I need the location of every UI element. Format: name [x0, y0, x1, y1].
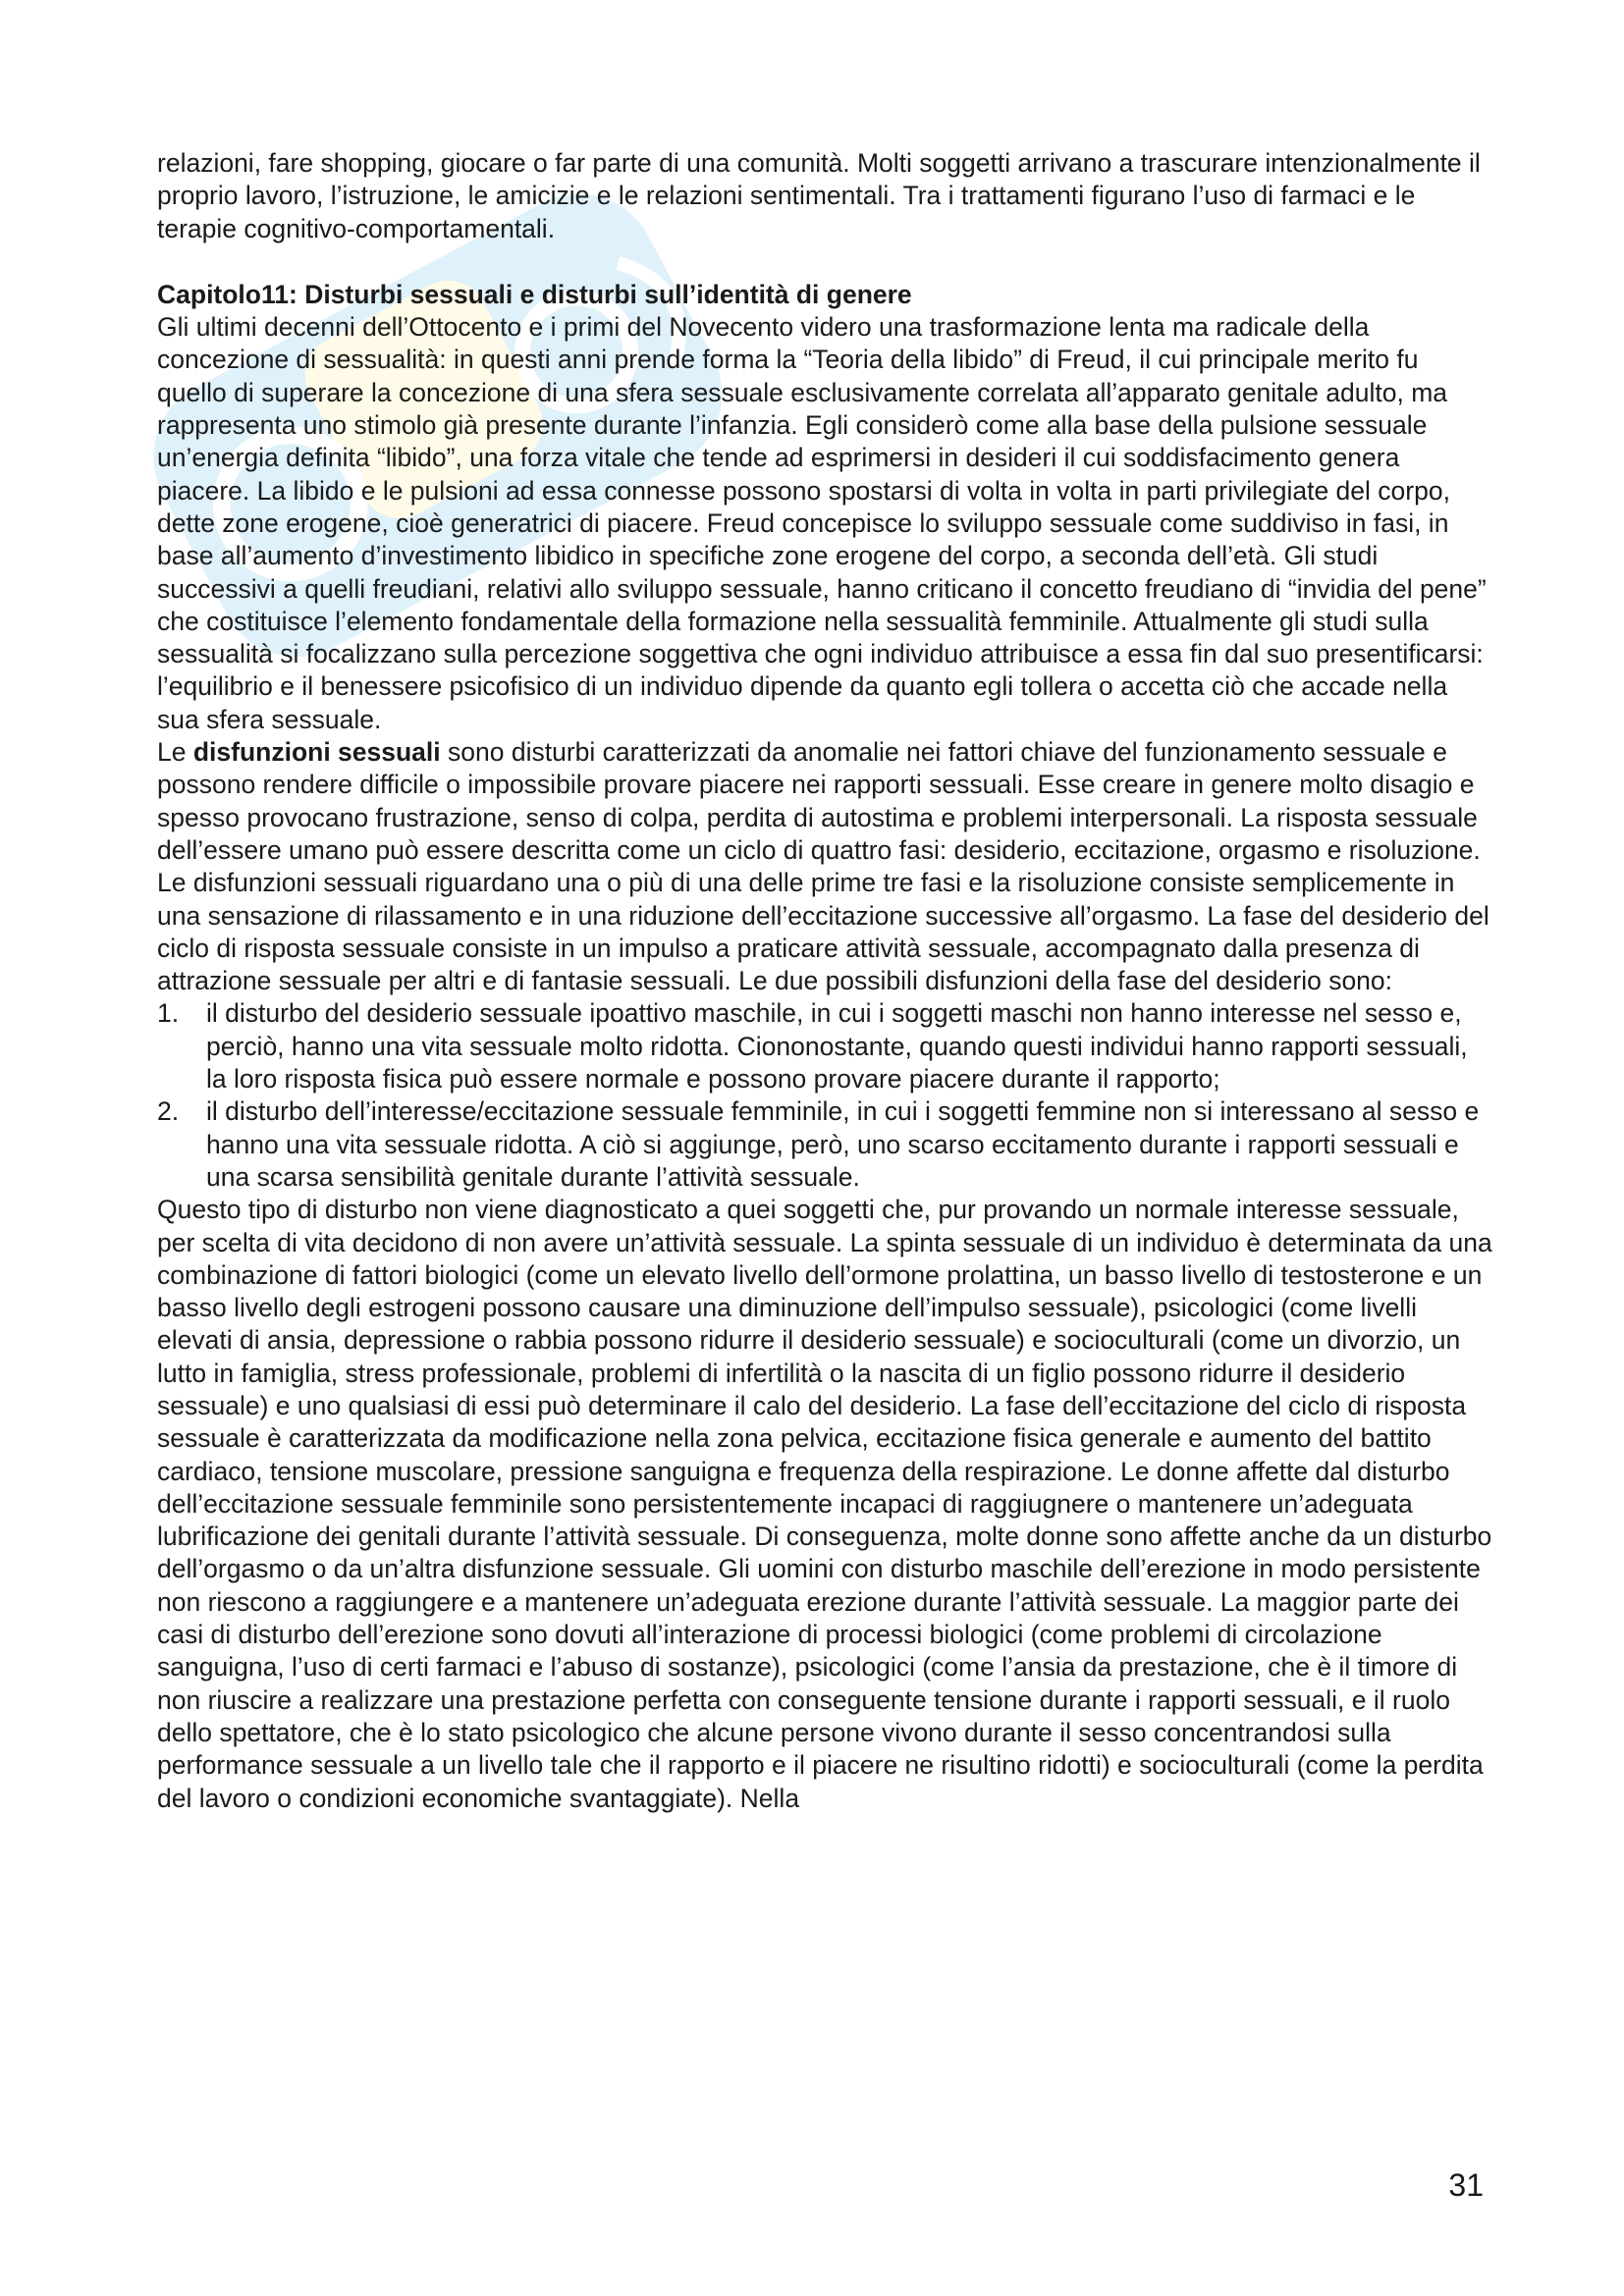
- list-item-text: il disturbo del desiderio sessuale ipoattivo maschile, in cui i soggetti maschi non hanno interesse nel sesso e, perciò, hanno una vita sessuale molto ridotta. Ciononostante, quando questi individui hanno rapporti sessuali, la loro risposta fisica può essere normale e possono provare piacere durante il rapporto;: [206, 998, 1468, 1095]
- desire-disorders-list: [157, 997, 1492, 1194]
- list-number: 1.: [157, 998, 180, 1029]
- paragraph-gap: [157, 245, 1492, 279]
- bold-term-disfunzioni-sessuali: disfunzioni sessuali: [192, 737, 441, 768]
- list-item-text: il disturbo dell’interesse/eccitazione sessuale femminile, in cui i soggetti femmine non si interessano al sesso e hanno una vita sessuale ridotta. A ciò si aggiunge, però, uno scarso eccitamento durante i rapporti sessuali e una scarsa sensibilità genitale durante l’attività sessuale.: [206, 1096, 1480, 1192]
- paragraph-lead: Le: [157, 737, 193, 768]
- page-body: [157, 147, 1492, 1815]
- list-item: [157, 1095, 1492, 1194]
- paragraph-libido-theory: Gli ultimi decenni dell’Ottocento e i primi del Novecento videro una trasformazione lenta ma radicale della concezione di sessualità: in questi anni prende forma la “Teoria della libido” di Freud, il cui principale merito fu quello di superare la concezione di una sfera sessuale esclusivamente correlata all’apparato genitale adulto, ma rappresenta uno stimolo già presente durante l’infanzia. Egli considerò come alla base della pulsione sessuale un’energia definita “libido”, una forza vitale che tende ad esprimersi in desideri il cui soddisfacimento genera piacere. La libido e le pulsioni ad essa connesse possono spostarsi di volta in volta in parti privilegiate del corpo, dette zone erogene, cioè generatrici di piacere. Freud concepisce lo sviluppo sessuale come suddiviso in fasi, in base all’aumento d’investimento libidico in specifiche zone erogene del corpo, a seconda dell’età. Gli studi successivi a quelli freudiani, relativi allo sviluppo sessuale, hanno criticano il concetto freudiano di “invidia del pene” che costituisce l’elemento fondamentale della formazione nella sessualità femminile. Attualmente gli studi sulla sessualità si focalizzano sulla percezione soggettiva che ogni individuo attribuisce a essa fin dal suo presentificarsi: l’equilibrio e il benessere psicofisico di un individuo dipende da quanto egli tollera o accetta ciò che accade nella sua sfera sessuale.: [157, 312, 1487, 734]
- list-number: 2.: [157, 1096, 180, 1127]
- chapter-heading: Capitolo11: Disturbi sessuali e disturbi sull’identità di genere: [157, 279, 912, 309]
- paragraph-sexual-dysfunctions: [157, 736, 1492, 997]
- paragraph-rest: sono disturbi caratterizzati da anomalie nei fattori chiave del funzionamento sessuale e possono rendere difficile o impossibile provare piacere nei rapporti sessuali. Esse creare in genere molto disagio e spesso provocano frustrazione, senso di colpa, perdita di autostima e problemi interpersonali. La risposta sessuale dell’essere umano può essere descritta come un ciclo di quattro fasi: desiderio, eccitazione, orgasmo e risoluzione. Le disfunzioni sessuali riguardano una o più di una delle prime tre fasi e la risoluzione consiste semplicemente in una sensazione di rilassamento e in una riduzione dell’eccitazione successive all’orgasmo. La fase del desiderio del ciclo di risposta sessuale consiste in un impulso a praticare attività sessuale, accompagnato dalla presenza di attrazione sessuale per altri e di fantasie sessuali. Le due possibili disfunzioni della fase del desiderio sono:: [157, 737, 1489, 996]
- page-number: 31: [1448, 2167, 1484, 2203]
- paragraph-desire-factors: Questo tipo di disturbo non viene diagnosticato a quei soggetti che, pur provando un normale interesse sessuale, per scelta di vita decidono di non avere un’attività sessuale. La spinta sessuale di un individuo è determinata da una combinazione di fattori biologici (come un elevato livello dell’ormone prolattina, un basso livello di testosterone e un basso livello degli estrogeni possono causare una diminuzione dell’impulso sessuale), psicologici (come livelli elevati di ansia, depressione o rabbia possono ridurre il desiderio sessuale) e socioculturali (come un divorzio, un lutto in famiglia, stress professionale, problemi di infertilità o la nascita di un figlio possono ridurre il desiderio sessuale) e uno qualsiasi di essi può determinare il calo del desiderio. La fase dell’eccitazione del ciclo di risposta sessuale è caratterizzata da modificazione nella zona pelvica, eccitazione fisica generale e aumento del battito cardiaco, tensione muscolare, pressione sanguigna e frequenza della respirazione. Le donne affette dal disturbo dell’eccitazione sessuale femminile sono persistentemente incapaci di raggiugnere o mantenere un’adeguata lubrificazione dei genitali durante l’attività sessuale. Di conseguenza, molte donne sono affette anche da un disturbo dell’orgasmo o da un’altra disfunzione sessuale. Gli uomini con disturbo maschile dell’erezione in modo persistente non riescono a raggiungere e a mantenere un’adeguata erezione durante l’attività sessuale. La maggior parte dei casi di disturbo dell’erezione sono dovuti all’interazione di processi biologici (come problemi di circolazione sanguigna, l’uso di certi farmaci e l’abuso di sostanze), psicologici (come l’ansia da prestazione, che è il timore di non riuscire a realizzare una prestazione perfetta con conseguente tensione durante i rapporti sessuali, e il ruolo dello spettatore, che è lo stato psicologico che alcune persone vivono durante il sesso concentrandosi sulla performance sessuale a un livello tale che il rapporto e il piacere ne risultino ridotti) e socioculturali (come la perdita del lavoro o condizioni economiche svantaggiate). Nella: [157, 1195, 1492, 1813]
- intro-paragraph: relazioni, fare shopping, giocare o far parte di una comunità. Molti soggetti arrivano a trascurare intenzionalmente il proprio lavoro, l’istruzione, le amicizie e le relazioni sentimentali. Tra i trattamenti figurano l’uso di farmaci e le terapie cognitivo-comportamentali.: [157, 148, 1481, 243]
- list-item: [157, 997, 1492, 1095]
